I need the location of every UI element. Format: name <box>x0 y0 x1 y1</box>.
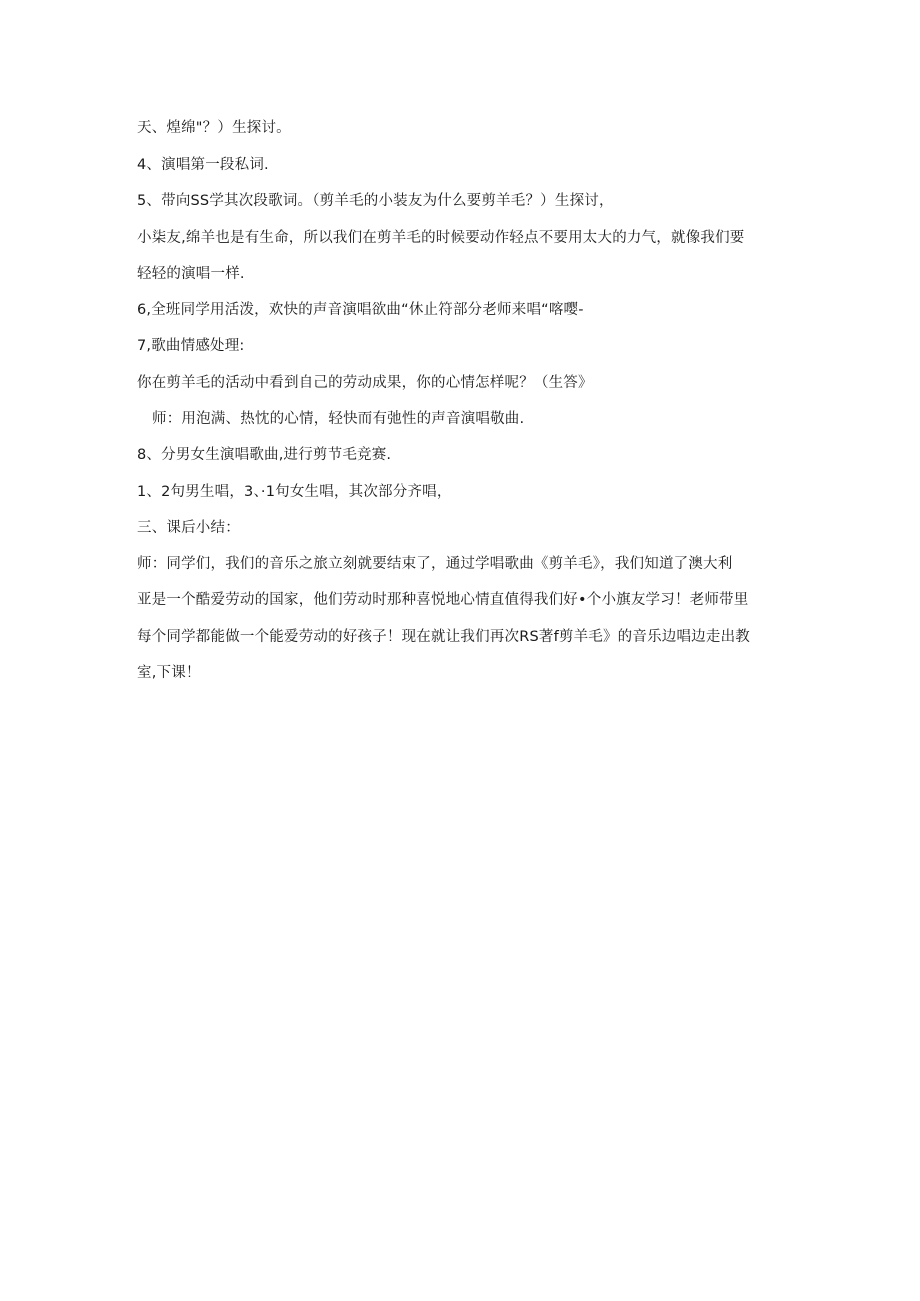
text-line: 8、分男女生演唱歌曲,进行剪节毛竞赛. <box>137 447 392 463</box>
text-line: 6,全班同学用活泼，欢快的声音演唱欲曲“休止符部分老师来唱“喀嘤- <box>137 302 584 318</box>
text-line: 小柒友,绵羊也是有生命，所以我们在剪羊毛的时候要动作轻点不要用太大的力气，就像我们要 <box>137 230 745 246</box>
text-line: 你在剪羊毛的活动中看到自己的劳动成果，你的心情怎样呢？（生答》 <box>137 375 593 391</box>
text-line: 天、煌绵"？）生探讨。 <box>137 120 291 136</box>
section-heading: 三、课后小结： <box>137 520 240 536</box>
text-line: 师：同学们，我们的音乐之旅立刻就要结束了，通过学唱歌曲《剪羊毛》，我们知道了澳大利 <box>137 556 733 572</box>
text-line: 4、演唱第一段私词. <box>137 157 269 173</box>
text-line: 室,下课！ <box>137 665 201 681</box>
text-line: 师：用泡满、热忱的心情，轻快而有弛性的声音演唱敬曲. <box>152 411 525 427</box>
text-line: 5、带向SS学其次段歌词。（剪羊毛的小装友为什么要剪羊毛？）生探讨， <box>137 193 614 209</box>
text-line: 亚是一个酷爱劳动的国家，他们劳动时那种喜悦地心情直值得我们好•个小旗友学习！老师带里 <box>137 592 749 608</box>
text-line: 轻轻的演唱一样. <box>137 266 245 282</box>
text-line: 1、2句男生唱，3、·1句女生唱，其次部分齐唱， <box>137 484 452 500</box>
text-line: 7,歌曲情感处理: <box>137 338 245 354</box>
text-line: 每个同学都能做一个能爱劳动的好孩子！现在就让我们再次RS著f剪羊毛》的音乐边唱边走出教 <box>137 629 750 645</box>
